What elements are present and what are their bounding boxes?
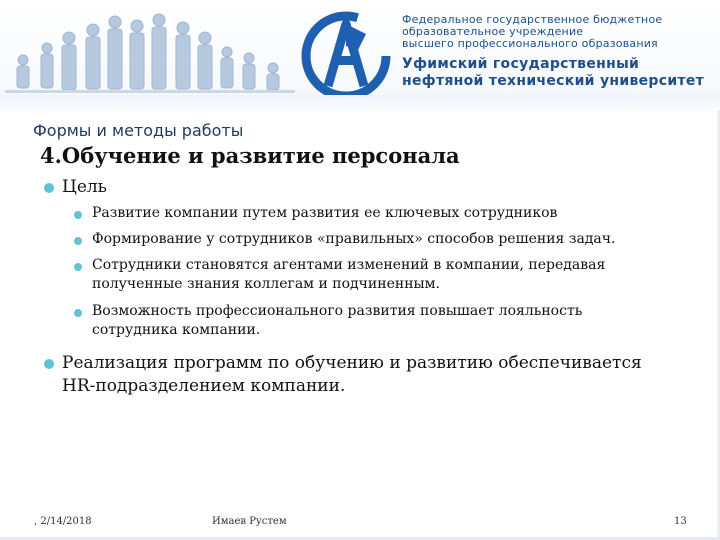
org-line: Федеральное государственное бюджетное: [402, 13, 663, 26]
slide-title: 4.Обучение и развитие персонала: [40, 143, 460, 168]
footer-date: , 2/14/2018: [34, 516, 92, 527]
org-line: образовательное учреждение: [402, 25, 584, 38]
footer-author: Имаев Рустем: [212, 516, 287, 527]
university-name-line: Уфимский государственный: [402, 56, 640, 72]
bullet-dot-icon: [74, 211, 82, 219]
slide-number: 13: [674, 516, 687, 527]
bullet-dot-icon: [74, 237, 82, 245]
bullet-dot-icon: [44, 183, 54, 193]
bullet-goal: Цель: [62, 177, 107, 197]
sub-bullet: Возможность профессионального развития повышает лояльность сотрудника компании.: [92, 303, 583, 338]
org-line: высшего профессионального образования: [402, 37, 658, 50]
slide-frame-edge: [716, 110, 720, 540]
bullet-dot-icon: [74, 263, 82, 271]
slide-subtitle: Формы и методы работы: [33, 121, 244, 140]
sub-bullet: Сотрудники становятся агентами изменений в компании, передавая полученные знания коллегам и подчиненным.: [92, 257, 606, 292]
bullet-dot-icon: [74, 309, 82, 317]
sub-bullet: Формирование у сотрудников «правильных» способов решения задач.: [92, 231, 616, 247]
university-name-line: нефтяной технический университет: [402, 73, 705, 89]
bullet-dot-icon: [44, 359, 54, 369]
sub-bullet: Развитие компании путем развития ее ключевых сотрудников: [92, 205, 558, 221]
bullet-implementation: Реализация программ по обучению и развитию обеспечивается HR-подразделением компании.: [62, 353, 642, 396]
